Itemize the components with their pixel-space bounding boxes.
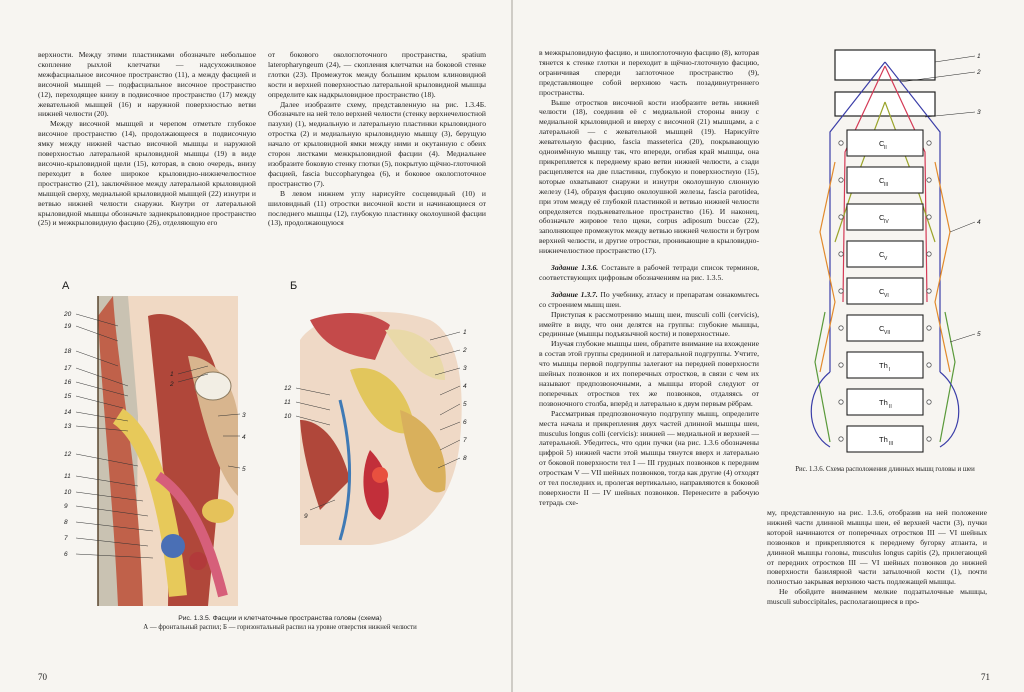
figure-b-label: 10: [284, 413, 292, 420]
vertebra-sublabel: I: [889, 367, 891, 373]
attachment-point: [927, 363, 931, 367]
attachment-point: [927, 178, 931, 182]
figure-a-label: 16: [64, 379, 72, 386]
figure-b-label: 6: [463, 419, 467, 426]
vertebra-label: Th: [879, 361, 888, 370]
figure-b-label: 3: [463, 365, 467, 372]
vertebra-box: [847, 204, 923, 230]
vertebra-label: C: [879, 176, 885, 185]
caption-title: Рис. 1.3.5. Фасции и клетчаточные пространства головы (схема): [178, 615, 382, 622]
figure-a-label: 17: [64, 365, 72, 372]
figure-1-3-6-label: 4: [977, 219, 981, 226]
vertebra-sublabel: V: [884, 256, 888, 262]
figure-1-3-6-label: 2: [977, 69, 981, 76]
vertebra-sublabel: III: [884, 182, 889, 188]
vertebra-box: [847, 315, 923, 341]
page-number: 70: [38, 672, 47, 682]
vertebra-sublabel: III: [889, 441, 894, 447]
left-column-1: [38, 50, 256, 228]
figure-a-label: 4: [242, 434, 246, 441]
task-1-3-6: [539, 263, 759, 283]
vertebra-label: Th: [879, 398, 888, 407]
vertebra-sublabel: II: [884, 145, 887, 151]
figure-b-horizontal-section: [280, 300, 480, 550]
attachment-point: [927, 252, 931, 256]
paragraph: В левом нижнем углу нарисуйте сосцевидный (10) и шиловидный (11) отростки височной кости и начинающиеся от последнего мышцы (12), глубокую пластинку околоушной фасции (13), продолжающуюся: [268, 188, 486, 228]
figure-1-3-6-label: 1: [977, 53, 981, 60]
figure-a-label: 13: [64, 423, 72, 430]
figure-b-label: 7: [463, 437, 467, 444]
paragraph: Выше отростков височной кости изобразите ветвь нижней челюсти (18), соединив её с медиальной стороны внизу с медиальной крыловидной и вверху с височной (21) мышцами, а с латеральной — с жевательной мышцей (19). Нарисуйте жевательную фасцию, fascia masseterica (20), покрывающую одноимённую мышцу так, что впереди, огибая край мышцы, она прикрепляется к переднему краю ветви нижней челюсти, а сзади расщепляется на две пластинки, глубокую и поверхностную (15), которые охватывают снаружи и изнутри околоушную слюнную железу (14), образуя фасцию околоушной железы, fascia parotidea, при этом между её глубокой пластинкой и ветвью нижней челюсти определяется подъжевательное пространство (16). И наконец, обозначьте жировое тело щеки, corpus adiposum buccae (22), заполняющее промежуток между ветвью нижней челюсти и бугром верхней челюсти, и другие отростки, проникающие в крыловидно-нижнечелюстное пространство (17).: [539, 97, 759, 256]
attachment-point: [839, 215, 843, 219]
attachment-point: [839, 289, 843, 293]
figure-b-label: 1: [463, 329, 467, 336]
caption-text: А — фронтальный распил; Б — горизонтальный распил на уровне отверстия нижней челюсти: [143, 624, 417, 631]
figure-a-label: 20: [64, 311, 72, 318]
paragraph: в межкрыловидную фасцию, и шилоглоточную фасцию (8), которая тянется к стенке глотки и переходит в щёчно-глоточную фасцию, ограничивая спереди заглоточное пространство (9), представляющее собой верхнюю часть позадивнутреннего пространства.: [539, 48, 759, 97]
attachment-point: [927, 215, 931, 219]
attachment-point: [839, 326, 843, 330]
figure-b-label: 11: [284, 399, 291, 406]
attachment-point: [927, 141, 931, 145]
figure-b-label: 4: [463, 383, 467, 390]
figure-b-label: 9: [304, 513, 308, 520]
vertebra-box: [847, 167, 923, 193]
attachment-point: [839, 141, 843, 145]
figure-b-label: 5: [463, 401, 467, 408]
page-number: 71: [981, 672, 990, 682]
vertebra-sublabel: II: [889, 404, 892, 410]
attachment-point: [927, 289, 931, 293]
right-column-2: [767, 508, 987, 607]
figure-b-label: 2: [463, 347, 467, 354]
attachment-point: [839, 437, 843, 441]
vertebra-sublabel: IV: [884, 219, 889, 225]
vertebra-label: Th: [879, 435, 888, 444]
task-1-3-7: [539, 290, 759, 310]
right-column-1: [539, 48, 759, 508]
task-text: По учебнику, атласу и препаратам ознакомьтесь со строением мышц шеи.: [539, 289, 759, 309]
paragraph: Рассматривая предпозвоночную подгруппу мышц, определите места начала и прикрепления двух частей длинной мышцы шеи, musculus longus colli (cervicis): нижней — медиальной и верхней — латеральной. Убедитесь, что один пучки (на рис. 1.3.6 обозначены цифрой 5) нижней части этой мышцы тянутся вверх и латерально от боковой поверхности тел I — III грудных позвонков к передним отросткам V — VII шейных позвонков, тогда как другие (4) отходят от тел последних и, пролегая вертикально, направляются к боковой поверхности II — IV шейных позвонков. Перенесите в рабочую тетрадь схе-: [539, 408, 759, 507]
task-label: Задание 1.3.7.: [551, 289, 598, 299]
paragraph: Между височной мышцей и черепом отметьте глубокое височное пространство (14), продолжающееся в подвисочную ямку между нижней частью височной мышцы и наружной поверхностью латеральной крыловидной мышцы (19) в виде височно-крыловидной щели (15), которая, в свою очередь, внизу переходит в более широкое крыловидно-нижнечелюстное пространство (21), заключённое между латеральной крыловидной мышцей сверху, медиальной крыловидной мышцей (22) изнутри и ветвью нижней челюсти снаружи. Кнутри от латеральной крыловидной мышцы обозначьте заднекрыловидное пространство (25) и межкрыловидную фасцию (26), отделяющую его: [38, 119, 256, 228]
task-text: Составьте в рабочей тетради список терминов, соответствующих цифровым обозначениям на рис. 1.3.5.: [539, 263, 759, 282]
figure-a-label: 15: [64, 393, 72, 400]
figure-a-label: 3: [242, 412, 246, 419]
paragraph: Не обойдите вниманием мелкие подзатылочные мышцы, musculi suboccipitales, располагающиеся в про-: [767, 587, 987, 607]
figure-b-label: 8: [463, 455, 467, 462]
figure-a-label: 11: [64, 473, 71, 480]
figure-a-label: 2: [170, 381, 174, 388]
left-page: [0, 0, 511, 692]
paragraph: Далее изобразите схему, представленную на рис. 1.3.4Б. Обозначьте на ней тело верхней челюсти (стенку верхнечелюстной пазухи) (1), медиальную и латеральную пластинки крыловидного отростка (2) и медиальную крыловидную мышцу (3), берущую начало от крыловидной ямки между ними и окутанную с обеих сторон листками межкрыловидной фасции (4). Медиальнее изобразите боковую стенку глотки (5), покрытую щёчно-глоточной фасцией, fascia buccopharyngea (6), и боковое окологлоточное пространство (7).: [268, 99, 486, 188]
right-page: [513, 0, 1024, 692]
vertebra-sublabel: VII: [884, 330, 891, 336]
paragraph: от бокового окологлоточного пространства, spatium lateropharyngeum (24), — скопления клетчатки на боковой стенке глотки (23). Промежуток между большим крылом клиновидной кости и верхней поверхностью латеральной крыловидной мышцы определите как надкрыловидное пространство (18).: [268, 50, 486, 99]
figure-1-3-6-label: 5: [977, 331, 981, 338]
vertebra-box: [847, 278, 923, 304]
left-column-2: [268, 50, 486, 228]
vertebra-label: C: [879, 324, 885, 333]
vertebra-label: C: [879, 139, 885, 148]
attachment-point: [839, 252, 843, 256]
figure-a-label: 7: [64, 535, 68, 542]
vertebra-sublabel: VI: [884, 293, 889, 299]
vertebra-box: [847, 130, 923, 156]
task-label: Задание 1.3.6.: [551, 263, 599, 273]
vertebra-label: C: [879, 287, 885, 296]
paragraph: Изучая глубокие мышцы шеи, обратите внимание на вхождение в состав этой группы срединной и латеральной подгруппы. Учтите, что мышцы первой подгруппы залегают на передней поверхности шейных позвонков и их поперечных отростков, в связи с чем их называют предпозвоночными, а мышцы второй следуют от поперечных отростков тех же позвонков, отдаляясь от позвоночного столба, вперёд и латерально к двум первым рёбрам.: [539, 339, 759, 408]
attachment-point: [927, 326, 931, 330]
figure-a-label: 19: [64, 323, 72, 330]
attachment-point: [927, 437, 931, 441]
vertebrae-column: [839, 130, 931, 452]
figure-a-letter: А: [62, 280, 70, 292]
figure-a-label: 5: [242, 466, 246, 473]
figure-a-frontal-section: [58, 296, 258, 606]
vertebra-box: [847, 241, 923, 267]
figure-1-3-6-caption: Рис. 1.3.6. Схема расположения длинных мышц головы и шеи: [795, 466, 975, 473]
figure-a-label: 12: [64, 451, 72, 458]
attachment-point: [839, 178, 843, 182]
vertebra-label: C: [879, 213, 885, 222]
figure-a-label: 8: [64, 519, 68, 526]
paragraph: верхности. Между этими пластинками обозначьте небольшое скопление рыхлой клетчатки — надсухожилковое межфасциальное височное пространство (11), а между фасцией и височной мышцей — подфасциальное височное пространство (12), переходящее книзу в подвисочное пространство (17) между жевательной мышцей (16) и наружной поверхностью ветви нижней челюсти (20).: [38, 50, 256, 119]
vertebra-label: C: [879, 250, 885, 259]
attachment-point: [927, 400, 931, 404]
figure-a-label: 6: [64, 551, 68, 558]
figure-1-3-6-diagram: [775, 42, 995, 462]
figure-a-label: 14: [64, 409, 72, 416]
paragraph: Приступая к рассмотрению мышц шеи, musculi colli (cervicis), имейте в виду, что они делятся на группы: глубокие мышцы, срединные (мышцы подъязычной кости) и поверхностные.: [539, 309, 759, 339]
figure-a-label: 9: [64, 503, 68, 510]
figure-a-label: 10: [64, 489, 72, 496]
figure-b-letter: Б: [290, 280, 298, 292]
figure-a-label: 1: [170, 371, 174, 378]
figure-1-3-6-label: 3: [977, 109, 981, 116]
paragraph: му, представленную на рис. 1.3.6, отобразив на ней положение нижней части длинной мышцы шеи, её верхней части (3), пучки которой начинаются от поперечных отростков III — VI шейных позвонков и прикрепляются к переднему бугорку атланта, и длинной мышцы головы, musculus longus capitis (2), прилегающей от передних отростков III — VI шейных позвонков до нижней поверхности базилярной части затылочной кости (1), почти полностью закрывая верхнюю часть подлежащей мышцы.: [767, 508, 987, 587]
attachment-point: [839, 400, 843, 404]
figure-b-label: 12: [284, 385, 292, 392]
figure-a-label: 18: [64, 348, 72, 355]
figure-1-3-5-caption: [100, 614, 460, 632]
attachment-point: [839, 363, 843, 367]
